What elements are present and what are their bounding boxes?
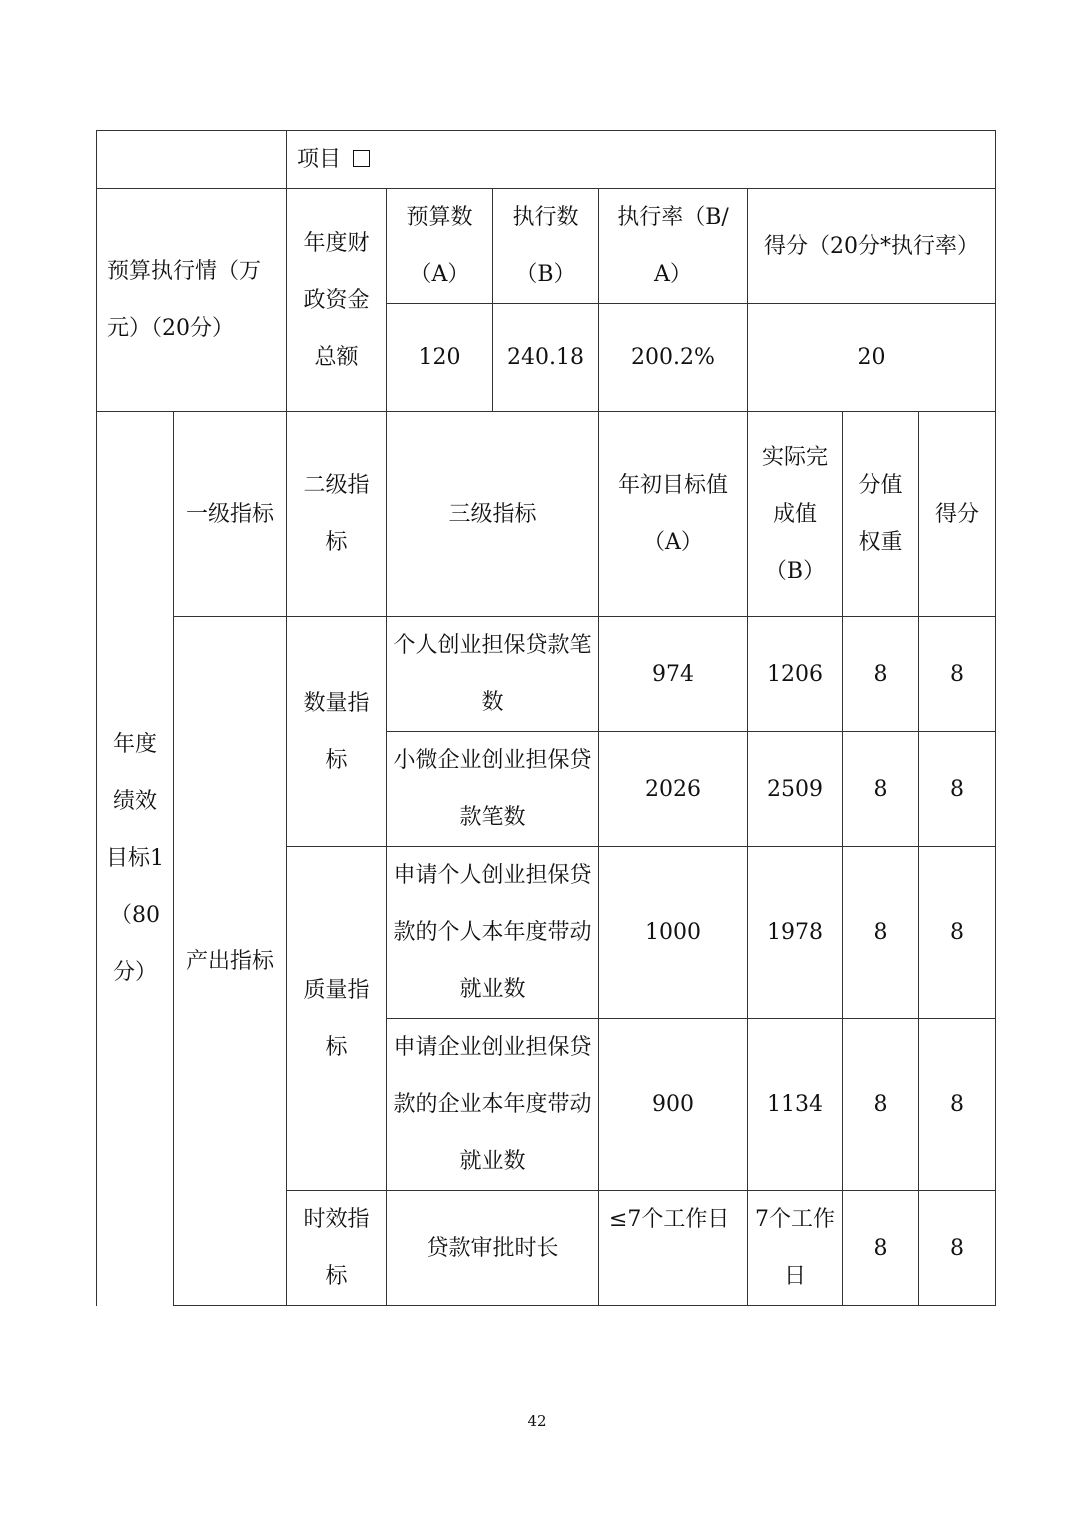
indicator-name: 小微企业创业担保贷款笔数 bbox=[387, 732, 599, 847]
blank-cell bbox=[97, 131, 287, 189]
actual-value: 1134 bbox=[748, 1019, 843, 1191]
score-value: 20 bbox=[748, 304, 996, 412]
score-value: 8 bbox=[919, 847, 996, 1019]
score-value: 8 bbox=[919, 1191, 996, 1306]
actual-value: 1206 bbox=[748, 617, 843, 732]
rate-value: 200.2% bbox=[599, 304, 748, 412]
target-value: 1000 bbox=[599, 847, 748, 1019]
score-col-header: 得分（20分*执行率） bbox=[748, 189, 996, 304]
actual-value: 1978 bbox=[748, 847, 843, 1019]
project-cell bbox=[287, 131, 996, 189]
target-value: ≤7个工作日 bbox=[599, 1191, 748, 1306]
budget-value: 120 bbox=[387, 304, 493, 412]
fund-total-label: 年度财政资金总额 bbox=[287, 189, 387, 412]
score-header: 得分 bbox=[919, 412, 996, 617]
actual-value: 7个工作日 bbox=[748, 1191, 843, 1306]
indicator-name: 个人创业担保贷款笔数 bbox=[387, 617, 599, 732]
exec-col-header: 执行数（B） bbox=[493, 189, 599, 304]
target-value: 900 bbox=[599, 1019, 748, 1191]
project-label: 项目 bbox=[297, 147, 342, 172]
indicator-name: 申请个人创业担保贷款的个人本年度带动就业数 bbox=[387, 847, 599, 1019]
level1-output-label: 产出指标 bbox=[174, 617, 287, 1306]
empty-checkbox-icon bbox=[353, 150, 370, 167]
weight-value: 8 bbox=[843, 1191, 919, 1306]
weight-value: 8 bbox=[843, 1019, 919, 1191]
weight-value: 8 bbox=[843, 617, 919, 732]
indicator-name: 贷款审批时长 bbox=[387, 1191, 599, 1306]
level3-header: 三级指标 bbox=[387, 412, 599, 617]
page-number: 42 bbox=[527, 1412, 547, 1430]
category-quantity: 数量指标 bbox=[287, 617, 387, 847]
target-value: 974 bbox=[599, 617, 748, 732]
score-value: 8 bbox=[919, 1019, 996, 1191]
target-value: 2026 bbox=[599, 732, 748, 847]
level1-header: 一级指标 bbox=[174, 412, 287, 617]
budget-col-header: 预算数（A） bbox=[387, 189, 493, 304]
rate-col-header: 执行率（B/A） bbox=[599, 189, 748, 304]
score-value: 8 bbox=[919, 732, 996, 847]
exec-value: 240.18 bbox=[493, 304, 599, 412]
category-quality: 质量指标 bbox=[287, 847, 387, 1191]
score-value: 8 bbox=[919, 617, 996, 732]
goal-section-label: 年度绩效目标1（80分） bbox=[97, 412, 174, 1306]
actual-header: 实际完成值（B） bbox=[748, 412, 843, 617]
weight-header: 分值权重 bbox=[843, 412, 919, 617]
target-header: 年初目标值（A） bbox=[599, 412, 748, 617]
indicator-name: 申请企业创业担保贷款的企业本年度带动就业数 bbox=[387, 1019, 599, 1191]
weight-value: 8 bbox=[843, 732, 919, 847]
level2-header: 二级指标 bbox=[287, 412, 387, 617]
weight-value: 8 bbox=[843, 847, 919, 1019]
budget-section-label: 预算执行情（万元）（20分） bbox=[97, 189, 287, 412]
actual-value: 2509 bbox=[748, 732, 843, 847]
performance-table bbox=[96, 130, 996, 1306]
category-timeliness: 时效指标 bbox=[287, 1191, 387, 1306]
